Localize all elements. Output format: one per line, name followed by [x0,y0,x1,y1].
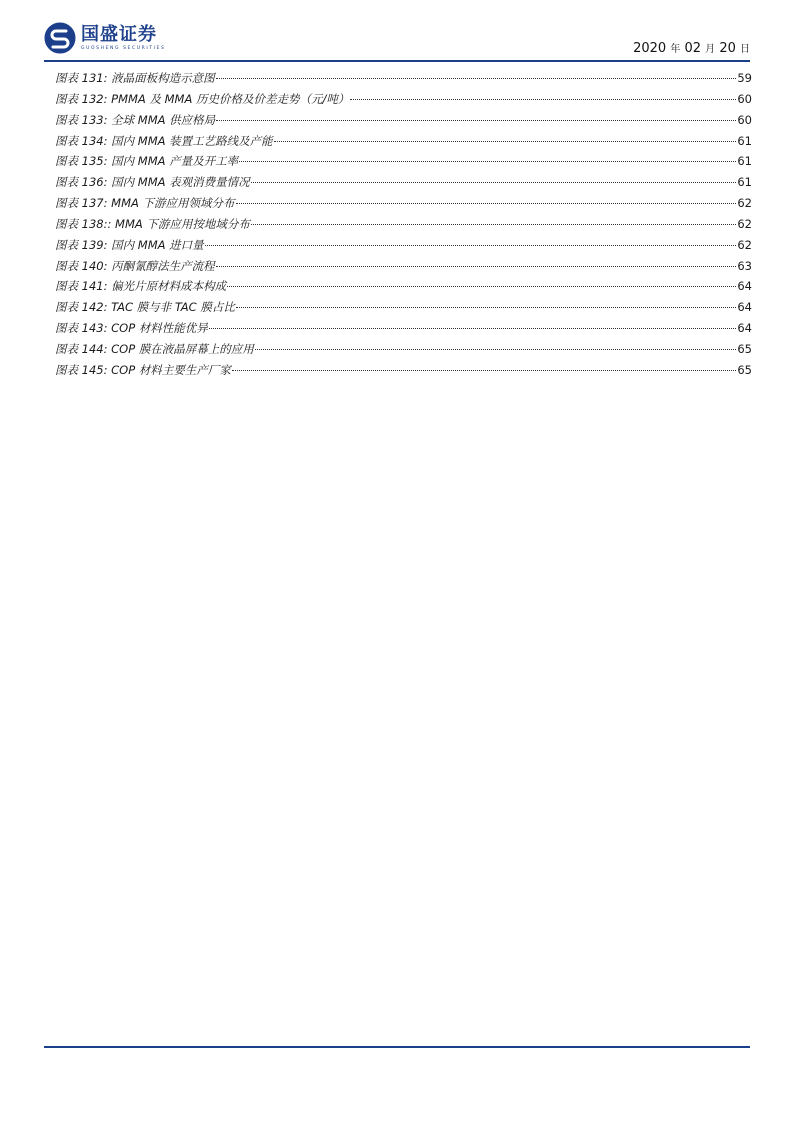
toc-entry-title: COP 材料性能优异 [111,321,208,336]
toc-entry-title: 国内 MMA 进口量 [111,237,204,252]
toc-entry[interactable] [55,297,752,318]
dot-leader [216,120,736,121]
toc-entry-page: 62 [737,196,752,211]
dot-leader [205,245,737,246]
toc-entry-page: 65 [737,341,752,356]
date-year: 2020 [633,41,667,56]
figure-index [55,68,752,381]
toc-entry[interactable] [55,172,752,193]
date-month: 02 [684,41,702,56]
toc-entry-page: 60 [737,112,752,127]
dot-leader [216,266,737,267]
toc-entry-title: PMMA 及 MMA 历史价格及价差走势（元/吨） [111,91,350,106]
dot-leader [232,370,737,371]
date-year-unit: 年 [670,44,681,55]
dot-leader [350,99,736,100]
toc-entry[interactable] [55,131,752,152]
page-header [44,22,750,60]
toc-entry-title: COP 膜在液晶屏幕上的应用 [111,341,254,356]
toc-entry[interactable] [55,276,752,297]
toc-entry-page: 61 [737,154,752,169]
toc-entry-title: TAC 膜与非 TAC 膜占比 [111,300,235,315]
toc-entry[interactable] [55,318,752,339]
toc-entry-page: 63 [737,258,752,273]
logo-english-name: GUOSHENG SECURITIES [81,45,166,51]
toc-entry[interactable] [55,360,752,381]
toc-entry[interactable] [55,256,752,277]
toc-entry-label: 图表 134: [55,133,108,148]
toc-entry-label: 图表 131: [55,71,108,85]
toc-entry-label: 图表 133: [55,112,108,127]
toc-entry-label: 图表 145: [55,362,108,377]
toc-entry-page: 60 [737,91,752,106]
dot-leader [251,224,736,225]
toc-entry-title: 全球 MMA 供应格局 [111,112,216,127]
toc-entry[interactable] [55,235,752,256]
date-month-unit: 月 [705,44,716,55]
date-day-unit: 日 [740,44,750,55]
toc-entry-title: 国内 MMA 表观消费量情况 [111,175,250,190]
toc-entry-label: 图表 144: [55,341,108,356]
toc-entry-page: 64 [737,279,752,294]
toc-entry-label: 图表 132: [55,91,108,106]
toc-entry[interactable] [55,151,752,172]
toc-entry-page: 61 [737,175,752,190]
toc-entry-page: 64 [737,321,752,336]
toc-entry[interactable] [55,339,752,360]
toc-entry[interactable] [55,89,752,110]
report-date [633,40,750,56]
toc-entry-label: 图表 143: [55,321,108,336]
toc-entry[interactable] [55,110,752,131]
toc-entry-title: COP 材料主要生产厂家 [111,362,231,377]
toc-entry-page: 59 [737,71,752,85]
toc-entry-title: 液晶面板构造示意图 [111,71,215,85]
toc-entry-page: 65 [737,362,752,377]
logo-chinese-name: 国盛证券 [81,23,157,45]
toc-entry-label: 图表 138:: [55,216,112,231]
toc-entry-title: MMA 下游应用领域分布 [111,196,235,211]
toc-entry-page: 62 [737,237,752,252]
toc-entry-title: MMA 下游应用按地域分布 [115,216,250,231]
toc-entry-title: 丙酮氰醇法生产流程 [111,258,215,273]
dot-leader [227,286,736,287]
footer-divider [44,1046,750,1048]
toc-entry[interactable] [55,68,752,89]
logo-text [81,25,165,52]
toc-entry-label: 图表 141: [55,279,108,294]
toc-entry-page: 62 [737,216,752,231]
toc-entry-page: 64 [737,300,752,315]
toc-entry-title: 国内 MMA 装置工艺路线及产能 [111,133,273,148]
dot-leader [209,328,737,329]
toc-entry[interactable] [55,214,752,235]
toc-entry-label: 图表 142: [55,300,108,315]
toc-entry-label: 图表 137: [55,196,108,211]
dot-leader [255,349,737,350]
toc-entry-label: 图表 139: [55,237,108,252]
dot-leader [216,78,737,79]
toc-entry-title: 偏光片原材料成本构成 [111,279,227,294]
date-day: 20 [719,41,736,56]
toc-entry-label: 图表 135: [55,154,108,169]
toc-entry-label: 图表 136: [55,175,108,190]
dot-leader [274,141,737,142]
guosheng-logo-icon [44,22,76,54]
header-divider [44,60,750,62]
toc-entry-title: 国内 MMA 产量及开工率 [111,154,239,169]
dot-leader [236,307,737,308]
dot-leader [236,203,737,204]
toc-entry-label: 图表 140: [55,258,108,273]
company-logo [44,22,165,54]
dot-leader [239,161,736,162]
toc-entry-page: 61 [737,133,752,148]
dot-leader [251,182,737,183]
toc-entry[interactable] [55,193,752,214]
